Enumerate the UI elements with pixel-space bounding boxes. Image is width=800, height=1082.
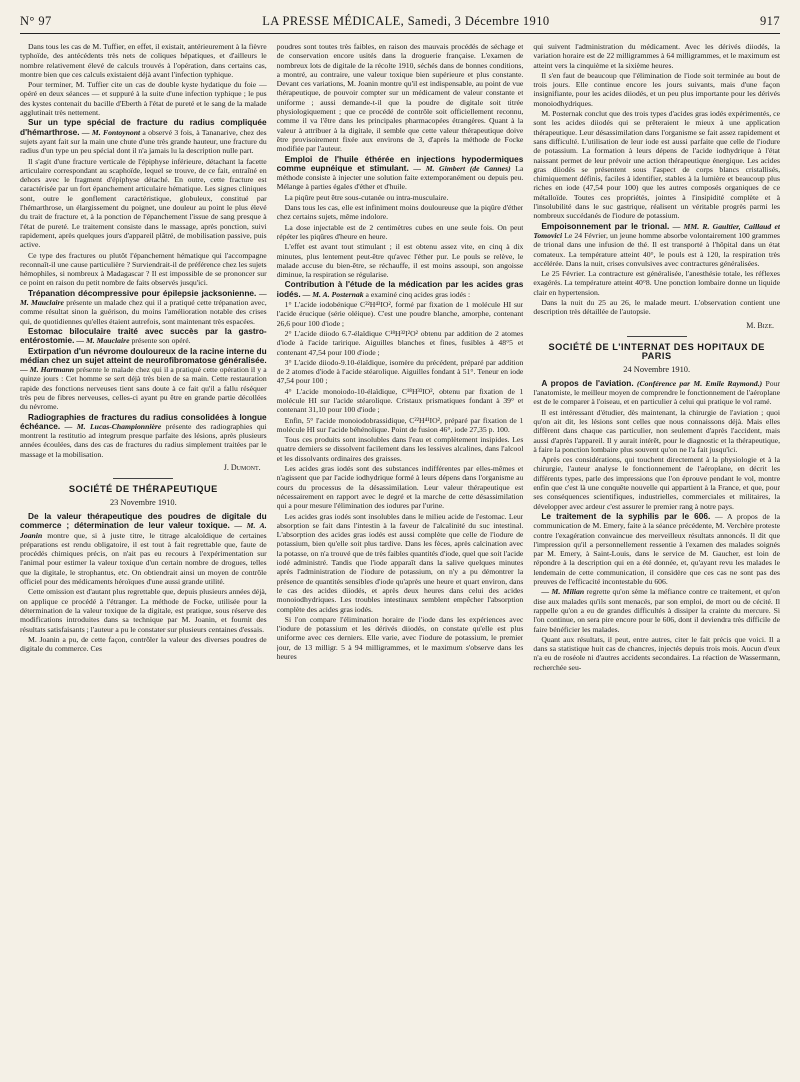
author-signature: J. Dumont. [223, 463, 261, 473]
report-heading: A propos de l'aviation. [541, 377, 634, 388]
paragraph: Pour terminer, M. Tuffier cite un cas de double kyste hydatique du foie — opéré en deux séances — et suppuré à la suite d'une infection typhique ; le pus des kystes contenait du bacille d'Eberth à l'état de pureté et le sang de la malade agglutinait très nettement. [20, 80, 267, 118]
report-item [533, 379, 780, 407]
column-2 [277, 42, 524, 1070]
paragraph: Si l'on compare l'élimination horaire de l'iode dans les expériences avec l'iodure de potassium et les dérivés diiodés, on constate qu'elle est plus uniforme avec ces derniers. Elle varie, avec l'iodure de potassium, le premier jour, de 13 milligr. 5 à 94 milligrammes, et le maximum s'observe dans les heures [276, 614, 524, 661]
paragraph: Après ces considérations, qui touchent directement à la physiologie et à la chirurgie, l'auteur analyse le fonctionnement de l'aéroplane, en décrit les différents types, parle des impressions que l'on éprouve pendant le vol, montre enfin que c'est là une conquête nouvelle qui appartient à la France, et que, pour ses conséquences scientifiques, industrielles, commerciales et militaires, la développer avec ardeur c'est assurer le premier rang à notre pays. [533, 455, 780, 511]
list-item: 1° L'acide iodobénique C²²H⁴³IO², formé par fixation de 1 molécule HI sur l'acide érucique (série oléique). C'est une poudre blanche, amorphe, contenant 26,6 pour 100 d'iode ; [276, 300, 524, 328]
report-text: présente son opéré. [131, 336, 191, 346]
report-heading: Contribution à l'étude de la médication par les acides gras iodés. [276, 279, 524, 299]
session-date: 24 Novembre 1910. [623, 364, 691, 374]
report-text: présente un malade chez qui il a pratiqué cette trépanation avec, comme résultat sinon la guérison, du moins l'amélioration notable des crises qui, de quotidiennes qu'elles étaient autrefois, sont maintenant très espacées. [20, 298, 267, 326]
page-number-right: 917 [760, 14, 780, 28]
paragraph: Les acides gras iodés sont insolubles dans le milieu acide de l'estomac. Leur absorption se fait dans l'intestin à la faveur de l'alcalinité du suc intestinal. L'absorption des acides gras iodés est aussi complète que celle de l'iodure de potassium, bien qu'elle soit plus tardive. Dans les fèces, après calcination avec la potasse, on n'a trouvé que de très faibles quantités d'iode, quel que soit l'acide iodé administré. Tandis que l'iode apparaît dans la salive quelques minutes après l'administration de l'iodure de potassium, on n'y a pu démontrer la présence de quantités sensibles d'iode qu'après une heure et quart environ, dans le cas des acides diiodés, et après deux heures dans celui des acides monoiodhydriques. Les troubles intestinaux semblent empêcher l'absorption complète des acides gras iodés. [276, 511, 524, 614]
paragraph: Dans tous les cas, elle est infiniment moins douloureuse que la piqûre d'éther chez certains sujets, même indolore. [276, 203, 524, 222]
report-author: — M. A. Joanin [20, 521, 267, 540]
report-item [277, 155, 524, 192]
report-heading: Sur un type spécial de fracture du radius compliquée d'hémarthrose. [20, 117, 267, 137]
session-date: 23 Novembre 1910. [109, 497, 177, 507]
report-author: — M. Hartmann [20, 365, 74, 375]
list-item: 2° L'acide diiodo 6.7-élaïdique C¹⁸H³²I²O² obtenu par addition de 2 atomes d'iode à l'acide taririque. Aiguilles blanches et fines, fusibles à 48°5 et contenant 47,54 pour 100 d'iode ; [276, 328, 524, 357]
report-item [533, 512, 780, 586]
report-text: montre que, si à juste titre, le titrage alcaloïdique de certaines préparations est rendu obligatoire, il est tout à fait regrettable que, faute de procédés chimiques précis, on n'ait pas eu recours à l'expérimentation sur l'animal pour estimer la valeur toxique d'un certain nombre de drogues, telles que la digitale, le strophantus, etc. On obtiendrait ainsi un moyen de contrôle officiel pour des médicaments héroïques d'une aussi grande utilité. [20, 530, 267, 587]
list-item: 3° L'acide diiodo-9.10-élaïdique, isomère du précédent, préparé par addition de 2 atomes d'iode à l'acide stéarolique. Aiguilles fondant à 51°. Teneur en iode 47,54 pour 100 ; [276, 357, 524, 386]
report-item [20, 413, 267, 459]
paragraph: La piqûre peut être sous-cutanée ou intra-musculaire. [284, 192, 449, 202]
report-text: a examiné cinq acides gras iodés : [365, 289, 471, 299]
report-author: — M. Lucas-Championnière [64, 421, 162, 431]
report-item [533, 222, 780, 268]
paragraph: L'effet est avant tout stimulant ; il est obtenu assez vite, en cinq à dix minutes, plus lentement peut-être qu'avec l'éther pur. Le pouls se relève, le malade accuse du bien-être, se réchauffe, il est moins assoupi, son angoisse diminue, la respiration se régularise. [276, 242, 524, 280]
report-item [20, 347, 267, 412]
report-heading: Empoisonnement par le trional. [541, 220, 670, 231]
report-heading: Extirpation d'un névrome douloureux de la racine interne du médian chez un sujet atteint de neurofibromatose généralisée. [20, 345, 267, 365]
report-item [20, 512, 267, 586]
divider [627, 336, 687, 337]
report-heading: Le traitement de la syphilis par le 606. [541, 510, 711, 521]
paragraph: Ce type des fractures ou plutôt l'épanchement hématique qui l'accompagne reconnaît-il une cause particulière ? Surviendrait-il de préférence chez les sujets hémophiles, si nombreux à Madagascar ? Il est impossible de se prononcer sur ce point en raison du petit nombre de faits observés jusqu'ici. [20, 250, 267, 288]
report-author: — M. Fontoynont [81, 127, 141, 137]
paragraph: Le 25 Février. La contracture est généralisée, l'anesthésie totale, les réflexes exagérés. La température atteint 40°8. Une ponction lombaire donne un liquide clair en hypertension. [533, 269, 780, 297]
section-title: SOCIÉTÉ DE THÉRAPEUTIQUE [68, 484, 218, 495]
report-item [277, 280, 524, 299]
paragraph: M. Posternak conclut que des trois types d'acides gras iodés expérimentés, ce sont les acides diiodés qui se prêteraient le mieux à une application thérapeutique. Leur désassimilation dans l'organisme se fait assez rapidement et sans difficulté. L'utilisation de leur iode est aussi parfaite que celle de l'iodure de potassium. La formation à leurs dépens de l'acide iodhydrique à l'état naissant permet de leur prévoir une action thérapeutique énergique. Les acides gras diiodés se présentent sous l'aspect de corps blancs cristallisés, chimiquement définis, faciles à identifier, stables à la lumière et beaucoup plus riches en iode (47,54 pour 100) que les autres composés organiques de ce métalloïde. Toutes ces propriétés, jointes à l'insipidité complète et à l'insolubilité dans le suc gastrique, réalisent un véritable progrès parmi les nombreux succédanés de l'iodure de potassium. [533, 109, 780, 221]
paragraph: La dose injectable est de 2 centimètres cubes en une seule fois. On peut répéter les piqûres d'heure en heure. [276, 222, 524, 241]
paragraph: Quant aux résultats, il peut, entre autres, citer le fait précis que voici. Il a dans sa statistique huit cas de chancres, injectés depuis trois mois. Aucun d'eux n'a eu de roséole ni d'autres accidents secondaires. La réaction de Wassermann, recherchée seu- [533, 634, 780, 672]
report-item [533, 587, 780, 633]
report-author: — M. Milian [541, 587, 585, 597]
report-author: — M. Mauclaire [76, 336, 130, 346]
paragraph: Il s'agit d'une fracture verticale de l'épiphyse inférieure, détachant la facette articulaire correspondant au scaphoïde, lequel se trouve, de ce fait, entraîné en dehors avec le fragment d'épiphyse détaché. En outre, cette fracture est caractérisée par un fort épanchement articulaire hématique. Les signes cliniques sont, outre le gonflement caractéristique, globuleux, constitué par l'hémarthrose, un élargissement du poignet, une douleur au point le plus élevé du trait de fracture et, à la ponction de l'épanchement l'issue de sang presque à l'état de pureté. Le traitement consiste dans le massage, après ponction, suivi rapidement, après quelques jours d'appareil plâtré, de mobilisation passive, puis active. [20, 156, 267, 250]
paragraph: poudres sont toutes très faibles, en raison des mauvais procédés de séchage et de conservation encore usités dans la droguerie française. L'examen de nombreux lots de digitale de la récolte 1910, séchés dans de bonnes conditions, a montré, au contraire, une valeur toxique bien supérieure et plus constante. Devant ces variations, M. Joanin montre qu'il est indispensable, au point de vue thérapeutique, de pouvoir compter sur un médicament de valeur constante et uniforme ; aussi demande-t-il que la poudre de digitale soit titrée physiologiquement ; que ce procédé de contrôle soit officiellement reconnu, comme il va l'être dans les principales pharmacopées étrangères. Quant à la valeur à attribuer à la digitale, il semble que cette valeur thérapeutique doive être provisoirement fixée aux environs de 3, d'après la méthode de Focke modifiée par l'auteur. [276, 42, 524, 154]
author-signature: M. Bize. [746, 320, 775, 330]
report-heading: De la valeur thérapeutique des poudres de digitale du commerce ; détermination de leur valeur toxique. [20, 510, 267, 531]
report-author: — M. A. Posternak [302, 289, 364, 299]
report-heading: Estomac biloculaire traité avec succès par la gastro-entérostomie. [20, 325, 267, 346]
list-item: 4° L'acide monoiodo-10-élaïdique, C¹⁸H³³IO², obtenu par fixation de 1 molécule HI sur l'acide stéarolique. Cristaux prismatiques fondant à 39° et contenant 31,10 pour 100 d'iode ; [276, 386, 524, 415]
report-text: a observé 3 fois, à Tananarive, chez des sujets ayant fait sur la main une chute d'une très grande hauteur, une fracture du radius d'un type un peu spécial dont il n'a jamais lu la description nulle part. [20, 127, 267, 156]
report-item [20, 118, 267, 155]
report-text: Pour l'anatomiste, le meilleur moyen de comprendre le fonctionnement de l'aéroplane est de le comparer à l'oiseau, et en particulier à celui qui pratique le vol ramé. [533, 378, 780, 407]
report-text: présente des radiographies qui montrent la restitutio ad integrum presque parfaite des lésions, après plusieurs années écoulées, dans des cas de fractures du radius simplement traitées par le massage et la mobilisation. [20, 421, 267, 459]
report-author: — MM. R. Gaultier, Caillaud et Tomovici [533, 221, 780, 240]
report-heading: Emploi de l'huile éthérée en injections hypodermiques comme eupnéique et stimulant. [276, 153, 524, 173]
report-text: La méthode consiste à injecter une solution faite extemporanément ou depuis peu. Mélange à parties égales d'éther et d'huile. [276, 163, 524, 192]
paragraph: Il s'en faut de beaucoup que l'élimination de l'iode soit terminée au bout de trois jours. Elle continue encore les jours suivants, mais d'une façon insignifiante, pour les acides diiodés, et un peu plus importante pour les dérivés monoiodhydriques. [533, 70, 780, 108]
divider [113, 478, 173, 479]
report-heading: Trépanation décompressive pour épilepsie jacksonienne. [28, 287, 257, 298]
paragraph: Tous ces produits sont insolubles dans l'eau et complètement insipides. Les quatre derniers se dissolvent facilement dans les lessives alcalines, dans l'alcool et les dissolvants ordinaires des graisses. [276, 435, 524, 463]
report-item [20, 289, 267, 326]
report-item [20, 327, 267, 346]
report-text: Le 24 Février, un jeune homme absorbe volontairement 100 grammes de trional dans une infusion de thé. Il est transporté à l'hôpital dans un état comateux. La température atteint 40°, le pouls est à 120, la respiration très accélérée. Dans la nuit, crises convulsives avec contractures généralisées. [533, 230, 780, 268]
report-text: présente le malade chez qui il a pratiqué cette opération il y a quinze jours : Cet homme se sert déjà très bien de sa main. Cette restauration rapide des fonctions nerveuses tient sans doute à ce fait qu'il a fallu réséquer très peu de fibres nerveuses, celles-ci ayant pu être en grande partie décollées du névrome. [20, 365, 267, 412]
paragraph: Les acides gras iodés sont des substances indifférentes par elles-mêmes et n'agissent que par l'acide iodhydrique formé à leurs dépens dans l'organisme au cours du processus de la désassimilation. Leur valeur thérapeutique est nécessairement en rapport avec le degré et la marche de cette désassimilation qui a pour mesure l'élimination des iodures par l'urine. [276, 464, 524, 511]
paragraph: Dans tous les cas de M. Tuffier, en effet, il existait, antérieurement à la fièvre typhoïde, des antécédents très nets de coliques hépatiques, et d'ailleurs le nombre relativement élevé de calculs trouvés à l'opération, dans certains cas, montre bien que ces calculs existaient déjà avant l'infection typhique. [20, 42, 267, 79]
column-3 [533, 42, 780, 1070]
paragraph: qui suivent l'administration du médicament. Avec les dérivés diiodés, la variation horaire est de 22 milligrammes à 64 milligrammes, et le maximum est atteint vers la cinquième et la sixième heures. [533, 42, 780, 70]
paragraph: M. Joanin a pu, de cette façon, contrôler la valeur des diverses poudres de digitale du commerce. Ces [20, 634, 267, 654]
report-text: regrette qu'on sème la méfiance contre ce traitement, et qu'on dise aux malades qu'ils sont menacés, par son emploi, de mort ou de cécité. Il rappelle qu'on a eu de grandes difficultés à dissiper la crainte du mercure. Si l'on continue, on sera pire encore pour le 606, dont il deviendra très difficile de faire bénéficier les malades. [533, 587, 780, 634]
report-author: — M. Mauclaire [20, 288, 267, 308]
report-author: (Conférence par M. Emile Raymond.) [636, 378, 763, 388]
list-item: Enfin, 5° l'acide monoiodobrassidique, C²²H⁴¹IO², préparé par fixation de 1 molécule HI sur l'acide béhénolique. Point de fusion 46°, iode 27,35 p. 100. [276, 415, 524, 434]
masthead-title: LA PRESSE MÉDICALE, Samedi, 3 Décembre 1910 [262, 14, 550, 28]
section-title: SOCIÉTÉ DE L'INTERNAT DES HOPITAUX DE PARIS [548, 341, 765, 362]
column-1 [20, 42, 267, 1070]
paragraph: Il est intéressant d'étudier, dès maintenant, la chirurgie de l'aviation ; quoi qu'on ait dit, les lésions sont celles que nous connaissons déjà. Mais elles diffèrent dans chaque cas particulier, non seulement d'après l'accident, mais aussi d'après l'appareil. Il y aurait intérêt, pour le diagnostic et la thérapeutique, à faire la ponction lombaire plus souvent qu'on ne l'a fait jusqu'ici. [533, 407, 780, 454]
paragraph: Cette omission est d'autant plus regrettable que, depuis plusieurs années déjà, on applique ce procédé à l'étranger. La méthode de Focke, utilisée pour la détermination de la valeur toxique de la digitale, est pratique, sous réserve des modifications introduites dans sa technique par M. Joanin, et fournit des résultats satisfaisants ; l'auteur a pu le constater sur plusieurs centaines d'essais. [20, 587, 267, 634]
page-number-left: N° 97 [20, 14, 52, 28]
paragraph: Dans la nuit du 25 au 26, le malade meurt. L'observation contient une description très détaillée de l'autopsie. [533, 298, 780, 317]
running-header [20, 14, 780, 34]
report-text: — A propos de la communication de M. Emery, faite à la séance précédente, M. Verchère proteste contre l'exagération convaincue des merveilleux résultats annoncés. Il dit que l'impression qu'il a personnellement ressentie à l'examen des malades soignés par M. Emery, à Saint-Louis, dans le service de M. Gaucher, est loin de répondre à la description qui en a été donnée, et, qu'ayant revu les malades le lendemain de cette communication, il considère que ces cas ne sont pas des preuves de l'efficacité incontestable du 606. [533, 511, 780, 587]
report-author: — M. Gimbert (de Cannes) [413, 163, 511, 173]
report-heading: Radiographies de fractures du radius consolidées à longue échéance. [20, 411, 267, 431]
